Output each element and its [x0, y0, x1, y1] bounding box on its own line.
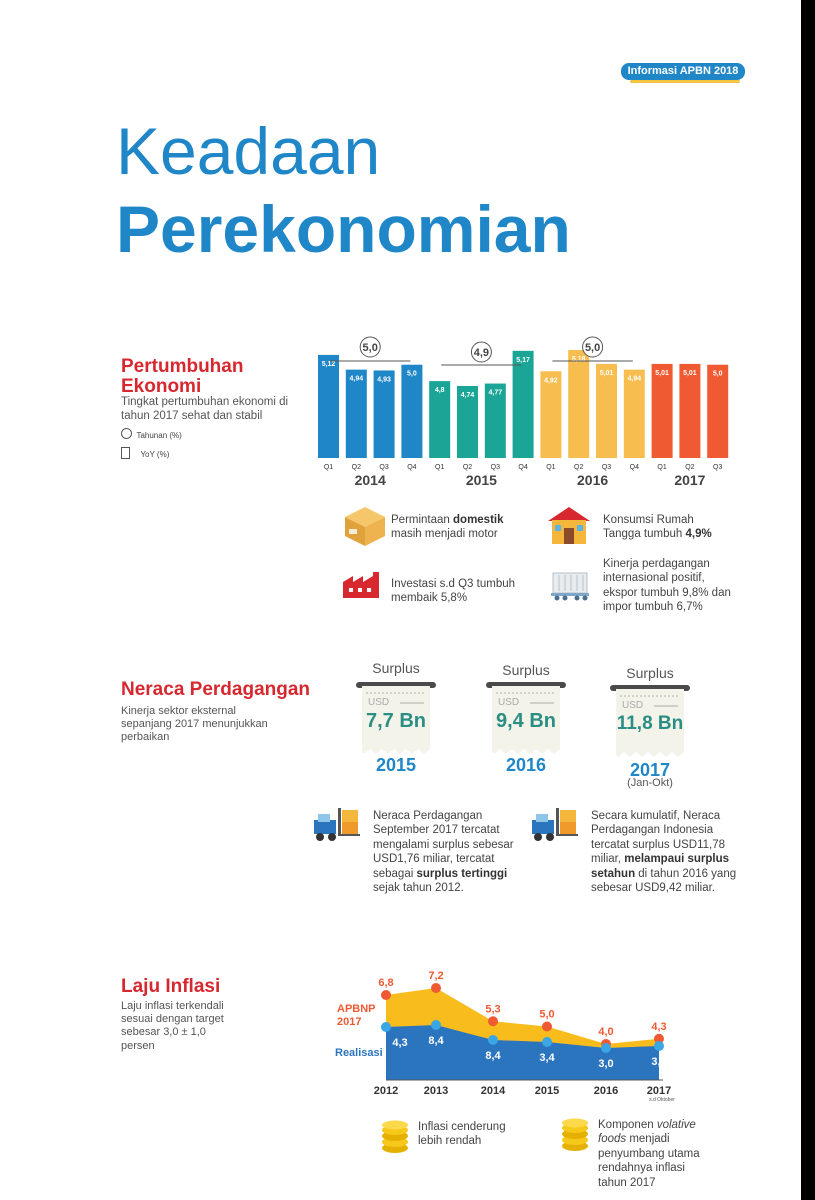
gdp-bar-value: 5,01 — [683, 369, 697, 377]
inflation-note-2-l5: tahun 2017 — [598, 1176, 656, 1189]
inflation-title: Laju Inflasi — [121, 976, 221, 997]
apbnp-value: 6,8 — [378, 977, 394, 989]
trade-note-2-bold1: melampaui surplus — [624, 853, 730, 866]
page-title-line1: Keadaan — [116, 114, 381, 188]
receipt-2015-year: 2015 — [375, 755, 417, 775]
gdp-bar-value: 4,93 — [377, 376, 391, 384]
apbnp-point — [381, 990, 391, 1000]
inflation-note-2 — [598, 1118, 700, 1190]
receipt-2015-label: Surplus — [372, 660, 420, 676]
gdp-bar — [346, 370, 367, 458]
inflation-desc — [121, 1000, 224, 1053]
gdp-bar-value: 4,8 — [434, 387, 445, 395]
growth-desc-line2: tahun 2017 sehat dan stabil — [121, 409, 263, 422]
gdp-quarter-label: Q4 — [629, 464, 639, 471]
inflation-year-label: 2013 — [423, 1085, 449, 1097]
gdp-bar-value: 5,0 — [712, 370, 723, 378]
note-domestic-pre: Permintaan — [391, 514, 454, 526]
trade-desc — [121, 705, 268, 745]
growth-title-line1: Pertumbuhan — [121, 356, 244, 377]
inflation-note-2-l3: penyumbang utama — [598, 1147, 700, 1160]
gdp-bar-value: 5,01 — [655, 369, 669, 377]
growth-title-line2: Ekonomi — [121, 375, 202, 397]
gdp-bar-value: 4,94 — [349, 375, 364, 383]
gdp-bar-value: 4,74 — [460, 392, 475, 399]
gdp-bar-value: 5,0 — [407, 370, 417, 378]
inflation-note-2-l4: rendahnya inflasi — [598, 1162, 685, 1175]
trade-note-1-l4: USD1,76 miliar, tercatat — [373, 853, 495, 866]
inflation-desc-line2: sesuai dengan target — [121, 1013, 224, 1026]
trade-desc-line1: Kinerja sektor eksternal — [121, 705, 236, 717]
apbnp-value: 7,2 — [428, 970, 444, 982]
receipt-2015-currency: USD — [368, 697, 390, 708]
gdp-bar-value: 5,17 — [516, 356, 530, 364]
note-household — [603, 513, 712, 542]
receipt-2017-year: 2017 — [629, 760, 671, 780]
gdp-bar — [707, 365, 728, 458]
receipt-2015-value: 7,7 Bn — [365, 710, 427, 732]
trade-note-2-l4: miliar, — [591, 853, 625, 866]
bar-legend-icon — [121, 447, 130, 459]
trade-note-1-bold: surplus tertinggi — [416, 867, 508, 880]
receipt-2016-value: 9,4 Bn — [495, 710, 557, 732]
realisasi-point — [431, 1020, 441, 1030]
gdp-quarter-label: Q2 — [462, 464, 473, 471]
inflation-year-label: 2016 — [593, 1085, 619, 1097]
inflation-note-2-l1: Komponen — [598, 1119, 657, 1131]
apbnp-value: 4,0 — [598, 1026, 614, 1038]
trade-desc-line3: perbaikan — [121, 731, 170, 744]
gdp-bar — [652, 364, 673, 458]
legend-yoy-label: YoY (%) — [140, 450, 170, 459]
inflation-year-label: 2015 — [534, 1085, 560, 1097]
gdp-bar-value: 5,01 — [599, 369, 614, 377]
trade-note-2 — [591, 809, 736, 895]
gdp-quarter-label: Q3 — [379, 464, 389, 471]
right-edge-bar — [801, 0, 815, 1200]
inflation-desc-line3: sebesar 3,0 ± 1,0 — [121, 1026, 206, 1039]
realisasi-point — [542, 1037, 552, 1047]
badge-underline — [630, 80, 740, 83]
forklift-icon — [312, 806, 362, 842]
note-trade-line3: ekspor tumbuh 9,8% dan — [603, 586, 731, 599]
trade-desc-line2: sepanjang 2017 menunjukkan — [121, 718, 268, 731]
trade-note-2-l6: sebesar USD9,42 miliar. — [591, 881, 715, 894]
gdp-bar — [401, 365, 422, 458]
annual-value: 5,0 — [362, 342, 378, 354]
trade-note-2-l2: Perdagangan Indonesia — [591, 824, 714, 837]
gdp-bar — [318, 355, 339, 458]
apbnp-label-2: 2017 — [337, 1016, 362, 1029]
trade-note-1-l2: September 2017 tercatat — [373, 824, 500, 837]
gdp-bar — [596, 364, 617, 458]
receipt-2017-currency: USD — [622, 700, 644, 711]
factory-icon — [343, 572, 383, 598]
gdp-quarter-label: Q2 — [574, 464, 584, 471]
gdp-year-label: 2016 — [577, 472, 609, 488]
note-domestic-line2: masih menjadi motor — [391, 528, 498, 541]
apbnp-value: 4,3 — [651, 1020, 667, 1033]
gdp-quarter-label: Q2 — [351, 464, 361, 471]
note-investment-line2: membaik 5,8% — [391, 592, 468, 605]
inflation-desc-line1: Laju inflasi terkendali — [121, 1000, 224, 1012]
gdp-quarter-label: Q3 — [490, 464, 500, 471]
realisasi-label: Realisasi — [335, 1047, 383, 1059]
apbnp-point — [542, 1022, 552, 1032]
apbnp-value: 5,3 — [485, 1003, 501, 1016]
note-trade-line4: impor tumbuh 6,7% — [603, 601, 703, 614]
gdp-bar — [679, 364, 700, 458]
legend-yoy — [121, 444, 169, 462]
annual-value: 4,9 — [473, 347, 490, 359]
trade-note-2-bold2: setahun — [591, 867, 636, 880]
note-domestic — [391, 513, 504, 542]
inflation-area-chart — [360, 935, 690, 1110]
receipt-2015 — [356, 679, 436, 755]
apbnp-label-1: APBNP — [337, 1003, 376, 1015]
trade-note-1-l3: mengalami surplus sebesar — [373, 838, 514, 851]
gdp-bar-value: 4,94 — [627, 375, 642, 383]
realisasi-value: 3,4 — [539, 1052, 555, 1064]
receipt-2017-label: Surplus — [626, 665, 674, 681]
gdp-bar — [540, 371, 561, 458]
inflation-note-2-l1-italic: volative — [656, 1119, 696, 1131]
growth-title — [121, 357, 243, 397]
gdp-quarter-label: Q4 — [518, 464, 528, 471]
forklift-icon — [530, 806, 580, 842]
gdp-bar-value: 4,92 — [544, 377, 558, 385]
realisasi-value: 8,4 — [485, 1050, 501, 1062]
inflation-year-label: 2012 — [373, 1085, 399, 1097]
inflation-note-1-l2: lebih rendah — [418, 1135, 482, 1148]
inflation-note-1 — [418, 1120, 506, 1149]
realisasi-point — [654, 1041, 664, 1051]
trade-note-1-l1: Neraca Perdagangan — [373, 810, 483, 822]
trade-title: Neraca Perdagangan — [121, 679, 311, 700]
growth-desc — [121, 396, 288, 424]
growth-desc-line1: Tingkat pertumbuhan ekonomi di — [121, 396, 289, 408]
note-domestic-bold: domestik — [453, 514, 504, 526]
note-household-line1: Konsumsi Rumah — [603, 514, 694, 526]
trade-note-1-l5: sebagai — [373, 867, 417, 880]
trade-note-1-l6: sejak tahun 2012. — [373, 881, 464, 894]
gdp-quarter-label: Q3 — [601, 464, 612, 471]
receipt-2017-value: 11,8 Bn — [616, 713, 684, 734]
apbnp-point — [488, 1016, 498, 1026]
inflation-year-label: 2017 — [646, 1085, 672, 1097]
inflation-desc-line4: persen — [121, 1039, 155, 1052]
trade-note-2-l1: Secara kumulatif, Neraca — [591, 810, 721, 822]
gdp-bar — [374, 370, 395, 458]
gdp-quarter-label: Q2 — [685, 464, 695, 471]
receipt-2016-year: 2016 — [505, 755, 547, 775]
container-icon — [551, 571, 589, 601]
box-icon — [343, 505, 387, 547]
house-icon — [548, 505, 590, 545]
gdp-year-label: 2014 — [354, 472, 386, 488]
note-investment-line1: Investasi s.d Q3 tumbuh — [391, 578, 516, 590]
gdp-year-label: 2015 — [465, 472, 497, 488]
trade-note-2-l3: tercatat surplus USD11,78 — [591, 838, 726, 851]
gdp-quarter-label: Q3 — [713, 464, 723, 471]
realisasi-point — [381, 1022, 391, 1032]
page-title-line2: Perekonomian — [116, 192, 571, 266]
inflation-year-label: 2014 — [480, 1085, 506, 1097]
inflation-note-1-l1: Inflasi cenderung — [418, 1121, 506, 1133]
legend-annual-label: Tahunan (%) — [136, 431, 182, 440]
note-trade-line1: Kinerja perdagangan — [603, 558, 710, 570]
receipt-2017-sub: (Jan-Okt) — [627, 777, 673, 789]
receipt-2017 — [610, 682, 690, 758]
gdp-quarter-label: Q1 — [546, 464, 556, 471]
receipt-2016-currency: USD — [498, 697, 520, 708]
year-note: s.d Oktober — [649, 1097, 675, 1103]
note-investment — [391, 577, 515, 606]
gdp-quarter-label: Q1 — [435, 464, 445, 471]
realisasi-point — [601, 1043, 611, 1053]
gdp-bar-value: 5,12 — [321, 360, 336, 368]
receipt-2016-label: Surplus — [502, 662, 550, 678]
realisasi-value: 3,0 — [598, 1058, 614, 1070]
gdp-bar-value: 5,18 — [571, 356, 586, 363]
realisasi-value: 8,4 — [428, 1035, 444, 1047]
header-badge: Informasi APBN 2018 — [621, 63, 745, 80]
apbnp-point — [431, 983, 441, 993]
apbnp-value: 5,0 — [539, 1008, 555, 1021]
annual-value: 5,0 — [584, 342, 601, 354]
realisasi-value: 3,6 — [651, 1056, 667, 1068]
note-household-line2: Tangga tumbuh — [603, 528, 686, 541]
inflation-note-2-l2: menjadi — [626, 1133, 670, 1146]
gdp-bar-value: 4,77 — [488, 389, 503, 397]
gdp-bar — [513, 351, 534, 458]
coins-icon — [560, 1118, 590, 1152]
trade-note-2-l5: di tahun 2016 yang — [635, 867, 737, 880]
realisasi-point — [488, 1035, 498, 1045]
gdp-quarter-label: Q1 — [323, 464, 334, 471]
note-trade-line2: internasional positif, — [603, 572, 705, 585]
legend-annual — [121, 425, 182, 443]
realisasi-value: 4,3 — [392, 1037, 408, 1049]
note-household-bold: 4,9% — [685, 528, 712, 541]
gdp-quarter-label: Q4 — [407, 464, 417, 471]
gdp-year-label: 2017 — [674, 472, 706, 488]
gdp-bar — [568, 350, 589, 458]
gdp-quarter-label: Q1 — [657, 464, 667, 471]
note-trade — [603, 557, 731, 615]
coins-icon — [380, 1120, 410, 1154]
gdp-bar — [624, 370, 645, 458]
trade-note-1 — [373, 809, 514, 895]
circle-legend-icon — [121, 428, 132, 439]
gdp-growth-bar-chart — [310, 330, 735, 495]
receipt-2016 — [486, 679, 566, 755]
inflation-note-2-l2-italic: foods — [598, 1133, 627, 1146]
